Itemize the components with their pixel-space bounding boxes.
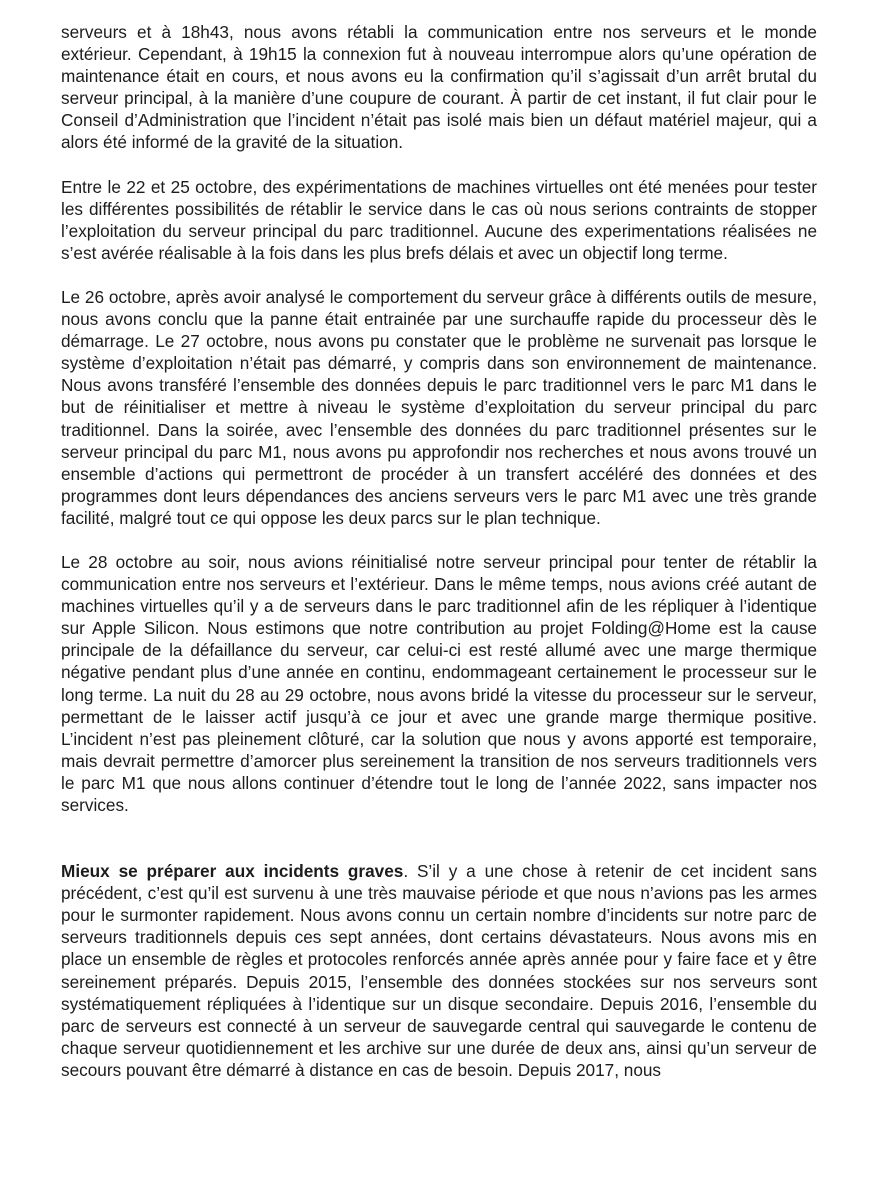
- paragraph-virtual-machines-experiments: Entre le 22 et 25 octobre, des expérimentations de machines virtuelles ont été menées pour tester les différentes possibilités de rétablir le service dans le cas où nous serions contraints de stopper l’exploitation du serveur principal du parc traditionnel. Aucune des experimentations réalisées ne s’est avérée réalisable à la fois dans les plus brefs délais et avec un objectif long terme.: [61, 176, 817, 263]
- section-heading: Mieux se préparer aux incidents graves: [61, 861, 404, 882]
- paragraph-october-28-reset: Le 28 octobre au soir, nous avions réinitialisé notre serveur principal pour tenter de rétablir la communication entre nos serveurs et l’extérieur. Dans le même temps, nous avions créé autant de machines virtuelles qu’il y a de serveurs dans le parc traditionnel afin de les répliquer à l’identique sur Apple Silicon. Nous estimons que notre contribution au projet Folding@Home est la cause principale de la défaillance du serveur, car celui-ci est resté allumé avec une marge thermique négative pendant plus d’une année en continu, endommageant certainement le processeur sur le long terme. La nuit du 28 au 29 octobre, nous avons bridé la vitesse du processeur sur le serveur, permettant de le laisser actif jusqu’à ce jour et avec une grande marge thermique positive. L’incident n’est pas pleinement clôturé, car la solution que nous y avons apporté est temporaire, mais devrait permettre d’amorcer plus sereinement la transition de nos serveurs traditionnels vers le parc M1 que nous allons continuer d’étendre tout le long de l’année 2022, sans impacter nos services.: [61, 551, 817, 815]
- paragraph-october-26-analysis: Le 26 octobre, après avoir analysé le comportement du serveur grâce à différents outils de mesure, nous avons conclu que la panne était entrainée par une surchauffe rapide du processeur dès le démarrage. Le 27 octobre, nous avons pu constater que le problème ne survenait pas lorsque le système d’exploitation n’était pas démarré, y compris dans son environnement de maintenance. Nous avons transféré l’ensemble des données depuis le parc traditionnel vers le parc M1 dans le but de réinitialiser et mettre à niveau le système d’exploitation du serveur principal du parc traditionnel. Dans la soirée, avec l’ensemble des données du parc traditionnel présentes sur le serveur principal du parc M1, nous avons pu approfondir nos recherches et nous avons trouvé un ensemble d’actions qui permettront de procéder à un transfert accéléré des données et des programmes dont leurs dépendances des anciens serveurs vers le parc M1 avec une très grande facilité, malgré tout ce qui oppose les deux parcs sur le plan technique.: [61, 286, 817, 528]
- paragraph-18h43-connection: serveurs et à 18h43, nous avons rétabli la communication entre nos serveurs et le monde extérieur. Cependant, à 19h15 la connexion fut à nouveau interrompue alors qu’une opération de maintenance était en cours, et nous avons eu la confirmation qu’il s’agissait d’un arrêt brutal du serveur principal, à la manière d’une coupure de courant. À partir de cet instant, il fut clair pour le Conseil d’Administration que l’incident n’était pas isolé mais bien un défaut matériel majeur, qui a alors été informé de la gravité de la situation.: [61, 22, 817, 153]
- section-body: . S’il y a une chose à retenir de cet incident sans précédent, c’est qu’il est survenu à une très mauvaise période et que nous n’avions pas les armes pour le surmonter rapidement. Nous avons connu un certain nombre d’incidents sur notre parc de serveurs traditionnels depuis ces sept années, dont certains dévastateurs. Nous avons mis en place un ensemble de règles et protocoles renforcés année après année pour y faire face et y être sereinement préparés. Depuis 2015, l’ensemble des données stockées sur nos serveurs sont systématiquement répliquées à l’identique sur un disque secondaire. Depuis 2016, l’ensemble du parc de serveurs est connecté à un serveur de sauvegarde central qui sauvegarde le contenu de chaque serveur quotidiennement et les archive sur une durée de deux ans, ainsi qu’un serveur de secours pouvant être démarré à distance en cas de besoin. Depuis 2017, nous: [61, 861, 817, 1080]
- paragraph-prepare-serious-incidents: [61, 860, 817, 1081]
